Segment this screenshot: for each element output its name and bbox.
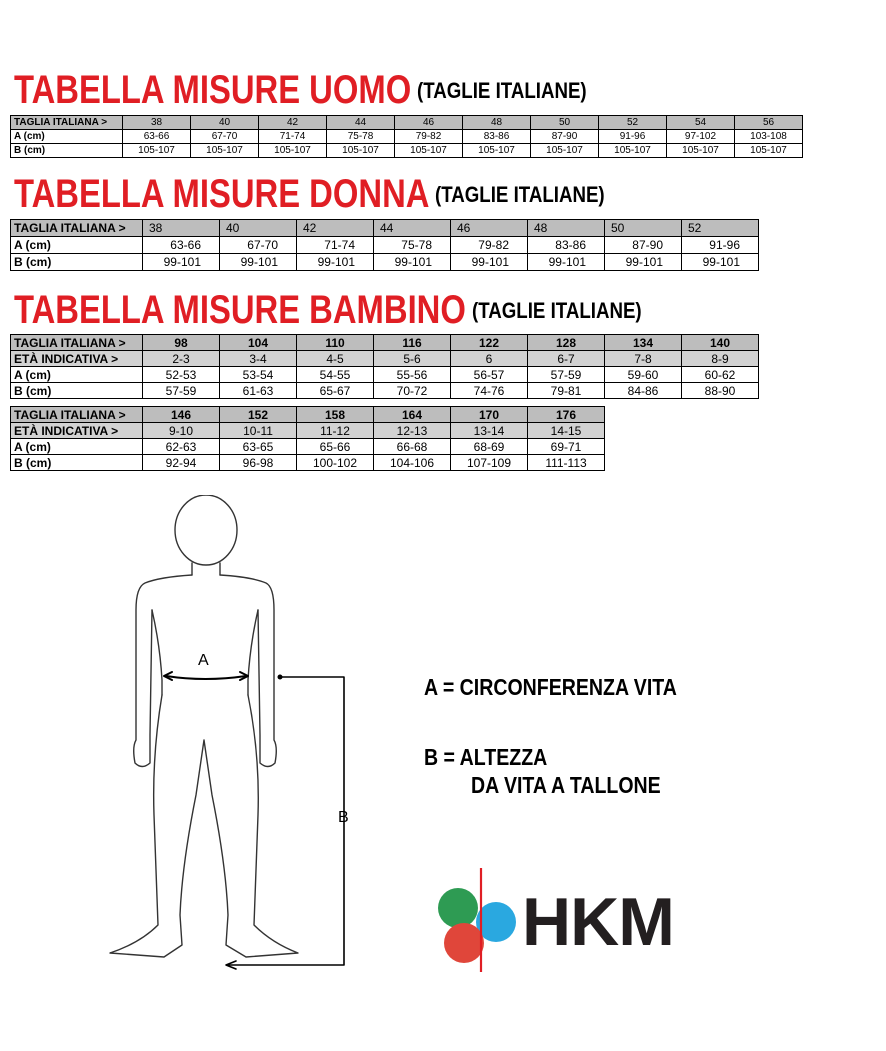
measure-cell: 68-69	[451, 439, 528, 455]
measure-cell: 60-62	[682, 367, 759, 383]
size-cell: 40	[220, 220, 297, 237]
age-cell: 3-4	[220, 351, 297, 367]
logo-green-circle	[438, 888, 478, 928]
measure-cell: 65-66	[297, 439, 374, 455]
title-uomo-main: TABELLA MISURE UOMO	[14, 68, 412, 112]
title-donna-sub: (TAGLIE ITALIANE)	[435, 182, 606, 207]
age-cell: 4-5	[297, 351, 374, 367]
table-bambino-1-body	[11, 335, 759, 399]
table-bambino-2-body	[11, 407, 605, 471]
measure-cell: 75-78	[327, 130, 395, 144]
measure-cell: 105-107	[667, 144, 735, 158]
size-cell: 134	[605, 335, 682, 351]
body-diagram	[100, 495, 370, 975]
measure-cell: 79-81	[528, 383, 605, 399]
title-uomo-sub: (TAGLIE ITALIANE)	[417, 78, 587, 103]
measure-cell: 70-72	[374, 383, 451, 399]
measure-cell: 65-67	[297, 383, 374, 399]
measure-row	[11, 439, 605, 455]
measure-cell: 105-107	[259, 144, 327, 158]
legend-a: A = CIRCONFERENZA VITA	[424, 674, 677, 700]
title-donna-main: TABELLA MISURE DONNA	[14, 172, 430, 216]
size-cell: 50	[531, 116, 599, 130]
measure-cell: 96-98	[220, 455, 297, 471]
age-cell: 14-15	[528, 423, 605, 439]
height-dot	[278, 675, 283, 680]
label-a: A	[198, 652, 209, 669]
size-cell: 54	[667, 116, 735, 130]
measure-cell: 105-107	[463, 144, 531, 158]
size-cell: 128	[528, 335, 605, 351]
size-cell: 46	[451, 220, 528, 237]
size-cell: 158	[297, 407, 374, 423]
size-cell: 122	[451, 335, 528, 351]
age-label: ETÀ INDICATIVA >	[11, 351, 143, 367]
measure-cell: 105-107	[395, 144, 463, 158]
table-bambino-2	[10, 406, 605, 471]
size-cell: 48	[463, 116, 531, 130]
measure-cell: 74-76	[451, 383, 528, 399]
logo-red-circle	[444, 923, 484, 963]
hkm-logo-text: HKM	[522, 884, 674, 960]
title-bambino-main: TABELLA MISURE BAMBINO	[14, 288, 466, 332]
age-cell: 5-6	[374, 351, 451, 367]
measure-row	[11, 254, 759, 271]
measure-cell: 69-71	[528, 439, 605, 455]
measure-cell: 104-106	[374, 455, 451, 471]
measure-cell: 87-90	[605, 237, 682, 254]
measure-cell: 91-96	[599, 130, 667, 144]
age-cell: 2-3	[143, 351, 220, 367]
measure-cell: 105-107	[599, 144, 667, 158]
size-header-label: TAGLIA ITALIANA >	[11, 335, 143, 351]
measure-cell: 75-78	[374, 237, 451, 254]
legs-outline	[110, 695, 298, 957]
measure-cell: 63-65	[220, 439, 297, 455]
measure-cell: 59-60	[605, 367, 682, 383]
age-cell: 12-13	[374, 423, 451, 439]
title-bambino	[14, 288, 642, 333]
measure-cell: 63-66	[143, 237, 220, 254]
size-cell: 152	[220, 407, 297, 423]
size-cell: 140	[682, 335, 759, 351]
legend-b-line2: DA VITA A TALLONE	[471, 772, 661, 798]
age-row	[11, 351, 759, 367]
measure-cell: 99-101	[297, 254, 374, 271]
age-cell: 7-8	[605, 351, 682, 367]
measure-cell: 71-74	[259, 130, 327, 144]
measure-label: A (cm)	[11, 237, 143, 254]
measure-row	[11, 237, 759, 254]
measure-cell: 79-82	[395, 130, 463, 144]
measure-label: A (cm)	[11, 439, 143, 455]
measure-cell: 99-101	[528, 254, 605, 271]
size-cell: 46	[395, 116, 463, 130]
measure-cell: 105-107	[123, 144, 191, 158]
size-cell: 40	[191, 116, 259, 130]
age-cell: 8-9	[682, 351, 759, 367]
size-cell: 52	[599, 116, 667, 130]
measure-cell: 57-59	[143, 383, 220, 399]
measure-cell: 92-94	[143, 455, 220, 471]
age-cell: 13-14	[451, 423, 528, 439]
size-cell: 50	[605, 220, 682, 237]
age-label: ETÀ INDICATIVA >	[11, 423, 143, 439]
title-donna	[14, 172, 606, 217]
age-row	[11, 423, 605, 439]
size-cell: 48	[528, 220, 605, 237]
measure-row	[11, 144, 803, 158]
size-cell: 164	[374, 407, 451, 423]
table-bambino-1	[10, 334, 759, 399]
size-cell: 176	[528, 407, 605, 423]
measure-cell: 87-90	[531, 130, 599, 144]
size-cell: 42	[259, 116, 327, 130]
measure-row	[11, 130, 803, 144]
measure-cell: 71-74	[297, 237, 374, 254]
measure-label: B (cm)	[11, 455, 143, 471]
size-cell: 146	[143, 407, 220, 423]
measure-cell: 56-57	[451, 367, 528, 383]
size-header-label: TAGLIA ITALIANA >	[11, 116, 123, 130]
measure-cell: 99-101	[451, 254, 528, 271]
hkm-logo-icon	[436, 868, 520, 974]
height-line	[228, 677, 344, 965]
age-cell: 10-11	[220, 423, 297, 439]
measure-cell: 105-107	[327, 144, 395, 158]
title-bambino-sub: (TAGLIE ITALIANE)	[471, 298, 642, 323]
measure-cell: 62-63	[143, 439, 220, 455]
size-cell: 52	[682, 220, 759, 237]
measure-cell: 55-56	[374, 367, 451, 383]
measure-cell: 100-102	[297, 455, 374, 471]
measure-cell: 67-70	[191, 130, 259, 144]
measure-cell: 67-70	[220, 237, 297, 254]
label-b: B	[338, 809, 349, 826]
size-header-row	[11, 335, 759, 351]
age-cell: 9-10	[143, 423, 220, 439]
table-uomo	[10, 115, 803, 158]
measure-cell: 63-66	[123, 130, 191, 144]
size-cell: 116	[374, 335, 451, 351]
legend-b-line1: B = ALTEZZA	[424, 744, 548, 770]
measure-cell: 99-101	[682, 254, 759, 271]
measure-label: A (cm)	[11, 367, 143, 383]
measure-label: B (cm)	[11, 254, 143, 271]
age-cell: 6-7	[528, 351, 605, 367]
measure-label: B (cm)	[11, 383, 143, 399]
measure-row	[11, 367, 759, 383]
measure-cell: 99-101	[143, 254, 220, 271]
size-header-row	[11, 116, 803, 130]
measure-cell: 88-90	[682, 383, 759, 399]
measure-cell: 105-107	[735, 144, 803, 158]
measure-cell: 79-82	[451, 237, 528, 254]
size-cell: 44	[374, 220, 451, 237]
measure-label: B (cm)	[11, 144, 123, 158]
size-header-row	[11, 407, 605, 423]
size-cell: 38	[143, 220, 220, 237]
measure-cell: 99-101	[374, 254, 451, 271]
size-cell: 56	[735, 116, 803, 130]
waist-line	[166, 676, 246, 679]
measure-row	[11, 383, 759, 399]
measure-cell: 61-63	[220, 383, 297, 399]
measure-row	[11, 455, 605, 471]
table-donna-body	[11, 220, 759, 271]
size-cell: 170	[451, 407, 528, 423]
size-cell: 42	[297, 220, 374, 237]
measure-cell: 83-86	[528, 237, 605, 254]
measure-cell: 105-107	[191, 144, 259, 158]
measure-cell: 84-86	[605, 383, 682, 399]
left-arm-outline	[134, 575, 192, 767]
measure-cell: 54-55	[297, 367, 374, 383]
head-outline	[175, 495, 237, 565]
measure-cell: 66-68	[374, 439, 451, 455]
table-donna	[10, 219, 759, 271]
measure-cell: 99-101	[605, 254, 682, 271]
measure-cell: 57-59	[528, 367, 605, 383]
size-cell: 44	[327, 116, 395, 130]
age-cell: 6	[451, 351, 528, 367]
measure-cell: 53-54	[220, 367, 297, 383]
measure-cell: 105-107	[531, 144, 599, 158]
title-uomo	[14, 68, 587, 113]
measure-cell: 107-109	[451, 455, 528, 471]
size-cell: 110	[297, 335, 374, 351]
size-cell: 38	[123, 116, 191, 130]
measure-cell: 83-86	[463, 130, 531, 144]
size-header-row	[11, 220, 759, 237]
measure-cell: 97-102	[667, 130, 735, 144]
measure-cell: 111-113	[528, 455, 605, 471]
size-cell: 98	[143, 335, 220, 351]
size-header-label: TAGLIA ITALIANA >	[11, 220, 143, 237]
size-cell: 104	[220, 335, 297, 351]
measure-label: A (cm)	[11, 130, 123, 144]
measure-cell: 103-108	[735, 130, 803, 144]
measure-cell: 52-53	[143, 367, 220, 383]
measure-cell: 99-101	[220, 254, 297, 271]
size-header-label: TAGLIA ITALIANA >	[11, 407, 143, 423]
measure-cell: 91-96	[682, 237, 759, 254]
table-uomo-body	[11, 116, 803, 158]
age-cell: 11-12	[297, 423, 374, 439]
